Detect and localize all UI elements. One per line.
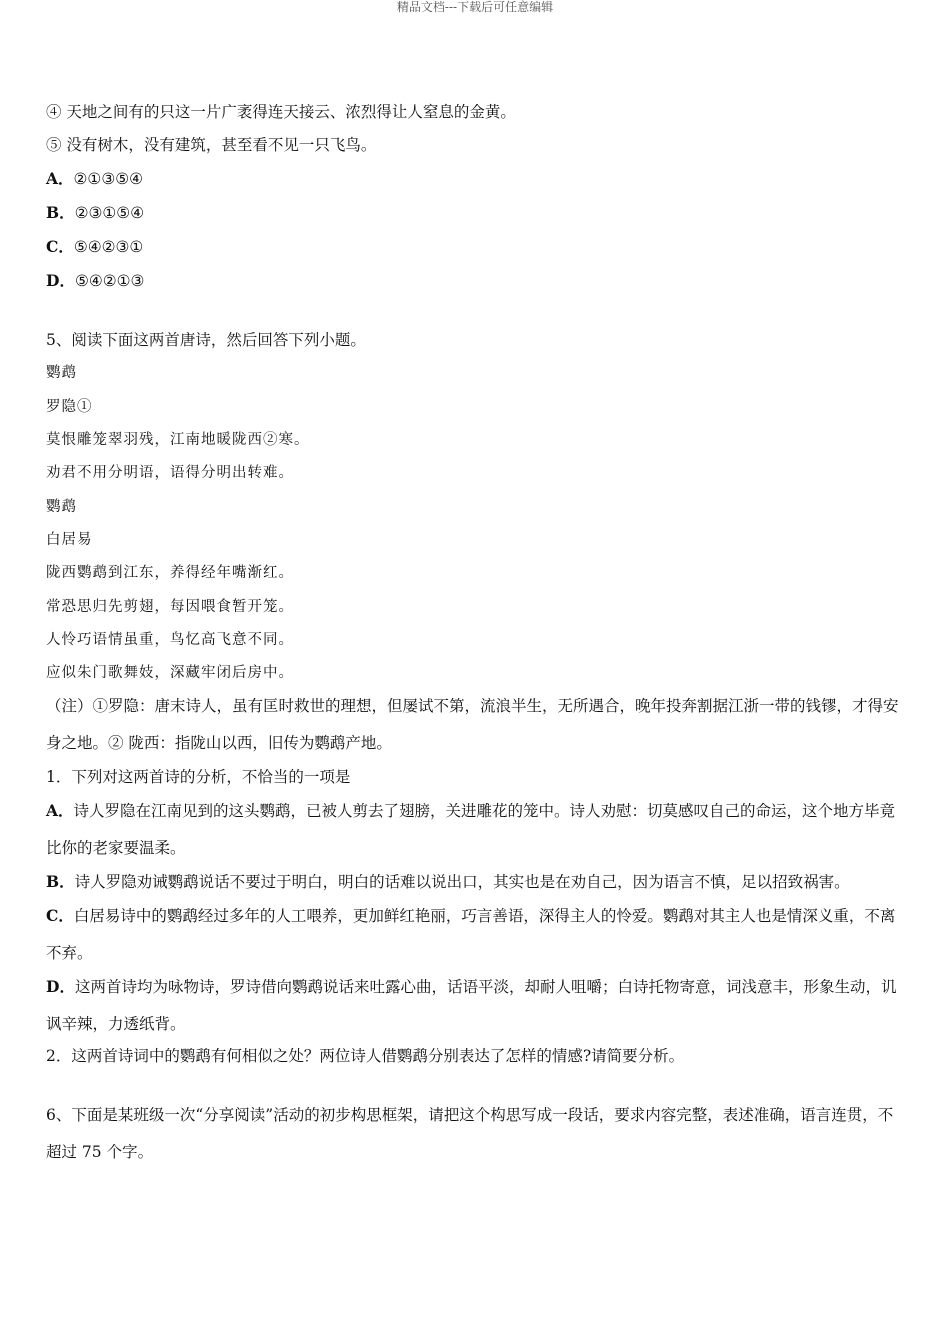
poem2-line-4: 应似朱门歌舞妓，深藏牢闭后房中。 xyxy=(46,665,294,681)
option-label: A． xyxy=(46,801,74,820)
q4-sentence-4: ④ 天地之间有的只这一片广袤得连天接云、浓烈得让人窒息的金黄。 xyxy=(46,103,516,121)
option-label: A． xyxy=(46,169,74,188)
poem1-line-2: 劝君不用分明语，语得分明出转难。 xyxy=(46,465,294,481)
option-text: 诗人罗隐劝诫鹦鹉说话不要过于明白，明白的话难以说出口，其实也是在劝自己，因为语言不慎，足以招致祸害。 xyxy=(74,873,850,891)
q4-option-a xyxy=(46,169,143,189)
poem2-line-3: 人怜巧语情虽重，鸟忆高飞意不同。 xyxy=(46,632,294,648)
q5-sub1-option-a xyxy=(46,792,908,867)
option-text: 这两首诗均为咏物诗，罗诗借向鹦鹉说话来吐露心曲，话语平淡，却耐人咀嚼；白诗托物寄意，词浅意丰，形象生动，讥讽辛辣，力透纸背。 xyxy=(46,978,897,1033)
page-header: 精品文档---下载后可任意编辑 xyxy=(396,0,554,14)
option-text: 诗人罗隐在江南见到的这头鹦鹉，已被人剪去了翅膀，关进雕花的笼中。诗人劝慰：切莫感叹自己的命运，这个地方毕竟比你的老家要温柔。 xyxy=(46,802,896,857)
q6-prompt: 6、下面是某班级一次“分享阅读”活动的初步构思框架，请把这个构思写成一段话，要求内容完整，表述准确，语言连贯，不超过 75 个字。 xyxy=(46,1106,894,1161)
poem1-title: 鹦鹉 xyxy=(46,365,77,381)
q4-option-c xyxy=(46,237,143,257)
poem1-author: 罗隐① xyxy=(46,399,93,415)
q5-sub1-question: 1．下列对这两首诗的分析，不恰当的一项是 xyxy=(46,768,351,786)
option-text: ②①③⑤④ xyxy=(73,170,144,188)
option-text: ⑤④②③① xyxy=(73,238,144,256)
q4-sentence-5: ⑤ 没有树木，没有建筑，甚至看不见一只飞鸟。 xyxy=(46,136,377,154)
option-label: D． xyxy=(46,977,75,996)
q5-prompt: 5、阅读下面这两首唐诗，然后回答下列小题。 xyxy=(46,331,366,349)
q4-option-d xyxy=(46,271,144,291)
q5-sub2-question: 2．这两首诗词中的鹦鹉有何相似之处？两位诗人借鹦鹉分别表达了怎样的情感?请简要分析。 xyxy=(46,1047,685,1065)
option-text: ⑤④②①③ xyxy=(74,272,145,290)
poem2-author: 白居易 xyxy=(46,532,93,548)
option-label: B． xyxy=(46,203,75,222)
q5-sub1-option-d xyxy=(46,968,908,1043)
option-label: C． xyxy=(46,906,74,925)
option-label: B． xyxy=(46,872,75,891)
q5-sub1-option-c xyxy=(46,897,908,972)
q4-option-b xyxy=(46,203,144,223)
poem1-line-1: 莫恨雕笼翠羽残，江南地暖陇西②寒。 xyxy=(46,432,310,448)
option-label: C． xyxy=(46,237,74,256)
q5-note: （注）①罗隐：唐末诗人，虽有匡时救世的理想，但屡试不第，流浪半生，无所遇合，晚年投奔割据江浙一带的钱镠，才得安身之地。② 陇西：指陇山以西，旧传为鹦鹉产地。 xyxy=(46,697,899,752)
option-text: 白居易诗中的鹦鹉经过多年的人工喂养，更加鲜红艳丽，巧言善语，深得主人的怜爱。鹦鹉对其主人也是情深义重，不离不弃。 xyxy=(46,907,896,962)
q5-sub1-option-b xyxy=(46,863,908,901)
poem2-line-2: 常恐思归先剪翅，每因喂食暂开笼。 xyxy=(46,599,294,615)
poem2-title: 鹦鹉 xyxy=(46,499,77,515)
poem2-line-1: 陇西鹦鹉到江东，养得经年嘴渐红。 xyxy=(46,565,294,581)
option-label: D． xyxy=(46,271,75,290)
option-text: ②③①⑤④ xyxy=(74,204,145,222)
